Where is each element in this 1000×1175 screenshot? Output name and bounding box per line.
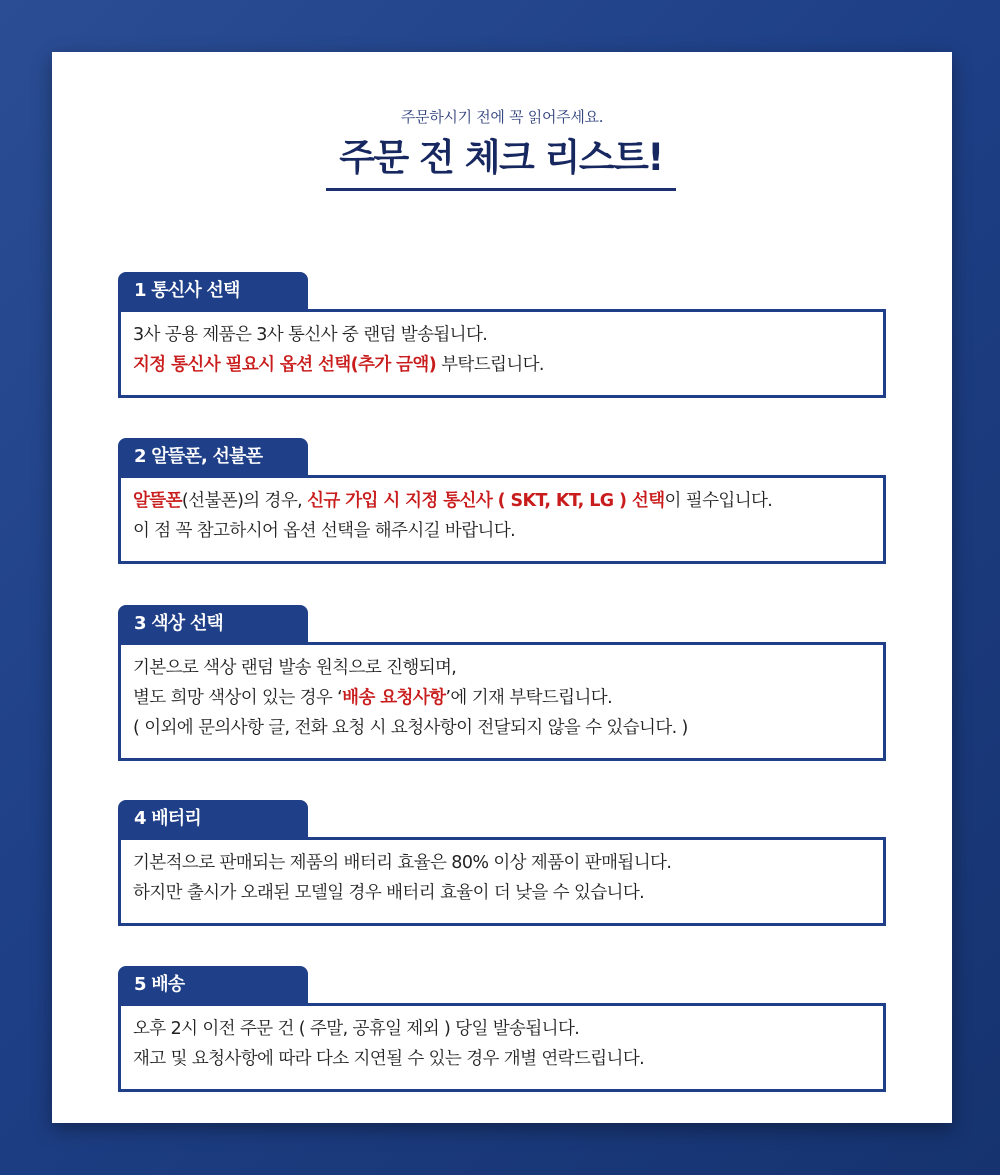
section-box-carrier [118,309,886,398]
section-line [133,1014,871,1044]
section-box-shipping [118,1003,886,1092]
section-line [133,320,871,350]
section-tab-battery: 4 배터리 [118,800,308,838]
line-text: 기본으로 색상 랜덤 발송 원칙으로 진행되며, [133,658,457,678]
line-text: 재고 및 요청사항에 따라 다소 지연될 수 있는 경우 개별 연락드립니다. [133,1049,645,1069]
section-line [133,350,871,380]
section-shipping [118,966,886,1092]
page-title: 주문 전 체크 리스트! [339,136,663,179]
line-text: ’에 기재 부탁드립니다. [445,688,613,708]
highlight-text: 배송 요청사항 [342,688,446,708]
line-text: 별도 희망 색상이 있는 경우 ‘ [133,688,343,708]
section-mvno [118,438,886,564]
section-battery [118,800,886,926]
section-line [133,848,871,878]
section-tab-shipping: 5 배송 [118,966,308,1004]
section-box-battery [118,837,886,926]
line-text: (선불폰)의 경우, [181,491,308,511]
section-line [133,516,871,546]
section-carrier [118,272,886,398]
section-line [133,713,871,743]
page-subtitle: 주문하시기 전에 꼭 읽어주세요. [400,108,604,126]
section-line [133,878,871,908]
section-tab-color: 3 색상 선택 [118,605,308,643]
line-text: ( 이외에 문의사항 글, 전화 요청 시 요청사항이 전달되지 않을 수 있습니다. ) [133,718,688,738]
page-title-underline [326,132,676,191]
line-text: 3사 공용 제품은 3사 통신사 중 랜덤 발송됩니다. [133,325,488,345]
line-text: 이 필수입니다. [664,491,773,511]
section-box-color [118,642,886,761]
line-text: 오후 2시 이전 주문 건 ( 주말, 공휴일 제외 ) 당일 발송됩니다. [133,1019,580,1039]
section-line [133,1044,871,1074]
line-text: 부탁드립니다. [436,355,544,375]
section-line [133,683,871,713]
section-tab-carrier: 1 통신사 선택 [118,272,308,310]
checklist-card [52,52,952,1123]
section-line [133,486,871,516]
section-tab-mvno: 2 알뜰폰, 선불폰 [118,438,308,476]
highlight-text: 신규 가입 시 지정 통신사 ( SKT, KT, LG ) 선택 [307,491,665,511]
highlight-text: 지정 통신사 필요시 옵션 선택(추가 금액) [133,355,437,375]
section-color [118,605,886,761]
section-line [133,653,871,683]
section-box-mvno [118,475,886,564]
line-text: 하지만 출시가 오래된 모델일 경우 배터리 효율이 더 낮을 수 있습니다. [133,883,645,903]
highlight-text: 알뜰폰 [133,491,182,511]
line-text: 기본적으로 판매되는 제품의 배터리 효율은 80% 이상 제품이 판매됩니다. [133,853,672,873]
line-text: 이 점 꼭 참고하시어 옵션 선택을 해주시길 바랍니다. [133,521,516,541]
